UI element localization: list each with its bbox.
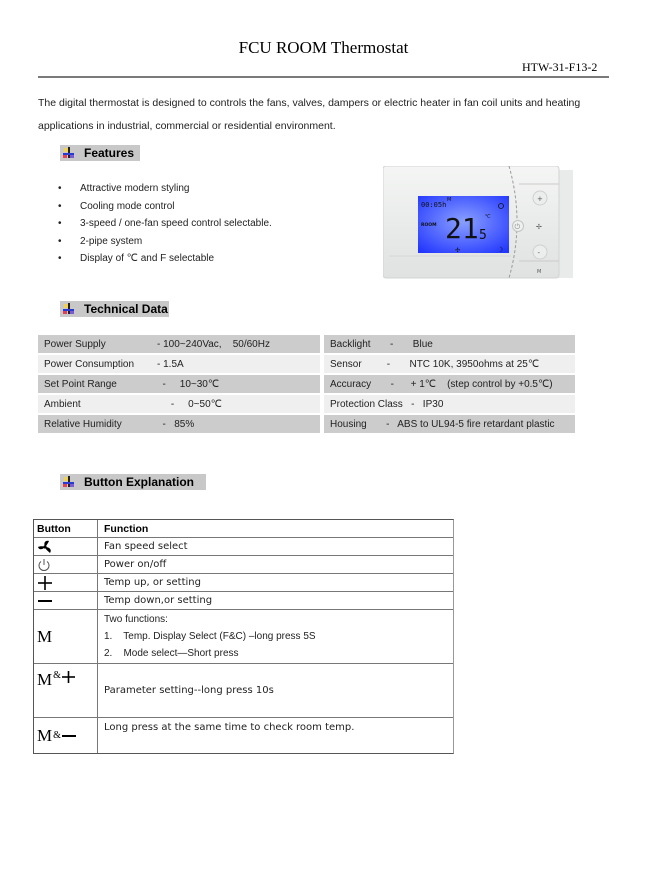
lcd-temperature-decimal: 5: [479, 228, 487, 243]
tech-text: Sensor - NTC 10K, 3950ohms at 25℃: [330, 358, 540, 370]
document-title: FCU ROOM Thermostat: [238, 38, 409, 57]
mode-button-glyph: [34, 610, 98, 663]
minus-icon: [62, 729, 76, 743]
power-key-icon: ⏻: [514, 223, 521, 231]
button-explanation-heading: [60, 474, 206, 490]
feature-item: [58, 215, 272, 233]
tech-row: [38, 375, 320, 393]
function-cell: [98, 610, 453, 663]
function-text: Power on/off: [104, 559, 167, 570]
tech-text: Housing - ABS to UL94-5 fire retardant plastic: [330, 418, 555, 430]
model-code: HTW-31-F13-2: [522, 60, 598, 74]
up-key-icon: +: [537, 195, 543, 203]
mode-minus-button-glyph: [34, 718, 98, 753]
table-row: [34, 537, 453, 555]
tech-label: Power Consumption: [44, 358, 135, 370]
table-row: [34, 555, 453, 573]
ampersand: &: [53, 730, 61, 741]
function-text: Long press at the same time to check room temp.: [104, 722, 355, 733]
table-row: [34, 609, 453, 663]
bullet-icon: •: [58, 218, 62, 230]
m-key-label: M: [37, 670, 53, 689]
lcd-time: 00:05h: [421, 201, 447, 209]
section-bullet-icon: [63, 147, 75, 159]
technical-data-right-table: [324, 335, 575, 435]
table-row: [34, 717, 453, 753]
table-row: [34, 663, 453, 717]
feature-text: Attractive modern styling: [80, 183, 190, 195]
function-item: 2. Mode select—Short press: [104, 648, 239, 659]
feature-text: 2-pipe system: [80, 235, 143, 247]
mode-key-label: M: [537, 269, 542, 275]
table-header-row: [34, 520, 453, 537]
button-explanation-heading-text: Button Explanation: [84, 475, 194, 489]
tech-label: Relative Humidity: [44, 418, 122, 430]
column-header-function: Function: [104, 522, 149, 535]
function-text: Parameter setting--long press 10s: [104, 685, 274, 696]
fan-key-icon: ✢: [536, 223, 542, 231]
minus-icon: [34, 592, 98, 609]
tech-value: - 1.5A: [157, 358, 184, 370]
tech-value: - 0~50℃: [157, 398, 222, 410]
tech-row: [38, 355, 320, 373]
tech-text: Accuracy - + 1℃ (step control by +0.5℃): [330, 378, 553, 390]
bullet-icon: •: [58, 235, 62, 247]
power-icon: [34, 556, 98, 573]
technical-data-left-table: [38, 335, 320, 435]
tech-text: Backlight - Blue: [330, 338, 433, 350]
features-heading-text: Features: [84, 146, 135, 160]
technical-data-heading: [60, 301, 169, 317]
bullet-icon: •: [58, 183, 62, 195]
tech-row: [324, 375, 575, 393]
lcd-mode: M: [447, 197, 452, 203]
tech-value: - 85%: [157, 418, 195, 430]
header-divider: [38, 76, 609, 78]
technical-data-heading-text: Technical Data: [84, 302, 168, 316]
lcd-temperature: 21: [445, 212, 479, 245]
lcd-fan-icon: ✣: [455, 247, 461, 254]
mode-plus-button-glyph: [34, 664, 98, 717]
m-key-label: M: [37, 626, 53, 646]
tech-text: Protection Class - IP30: [330, 398, 444, 410]
table-row: [34, 573, 453, 591]
tech-label: Ambient: [44, 398, 81, 410]
feature-item: [58, 233, 272, 251]
tech-label: Power Supply: [44, 338, 106, 350]
down-key-icon: -: [537, 249, 541, 257]
tech-value: - 10~30℃: [157, 378, 220, 390]
feature-item: [58, 180, 272, 198]
lcd-moon-icon: ☽: [497, 246, 504, 254]
feature-text: 3-speed / one-fan speed control selectable.: [80, 218, 272, 230]
tech-row: [38, 335, 320, 353]
features-list: [58, 180, 272, 268]
column-header-button: Button: [34, 520, 98, 537]
thermostat-product-image: [383, 166, 575, 282]
section-bullet-icon: [63, 476, 75, 488]
lcd-room-label: ROOM: [421, 223, 437, 228]
function-text: Temp up, or setting: [104, 577, 201, 588]
m-key-label: M: [37, 725, 53, 745]
tech-value: - 100~240Vac, 50/60Hz: [157, 338, 270, 350]
tech-row: [324, 395, 575, 413]
lcd-unit: ℃: [485, 214, 491, 220]
button-explanation-table: [33, 519, 454, 754]
feature-text: Display of ℃ and F selectable: [80, 253, 215, 265]
feature-text: Cooling mode control: [80, 200, 175, 212]
function-title: Two functions:: [104, 614, 168, 625]
section-bullet-icon: [63, 303, 75, 315]
bullet-icon: •: [58, 253, 62, 265]
tech-row: [324, 335, 575, 353]
tech-row: [38, 395, 320, 413]
intro-paragraph: The digital thermostat is designed to controls the fans, valves, dampers or electric heater in fan coil units and heating applications in industrial, commercial or residential environment.: [38, 97, 581, 132]
tech-row: [38, 415, 320, 433]
tech-row: [324, 415, 575, 433]
table-row: [34, 591, 453, 609]
feature-item: [58, 198, 272, 216]
plus-icon: [62, 670, 75, 684]
tech-row: [324, 355, 575, 373]
tech-label: Set Point Range: [44, 378, 117, 390]
function-text: Temp down,or setting: [104, 595, 213, 606]
ampersand: &: [53, 670, 61, 681]
fan-icon: [34, 538, 98, 555]
feature-item: [58, 250, 272, 268]
plus-icon: [34, 574, 98, 591]
bullet-icon: •: [58, 200, 62, 212]
function-text: Fan speed select: [104, 541, 188, 552]
features-heading: [60, 145, 140, 161]
function-item: 1. Temp. Display Select (F&C) –long press 5S: [104, 631, 316, 642]
